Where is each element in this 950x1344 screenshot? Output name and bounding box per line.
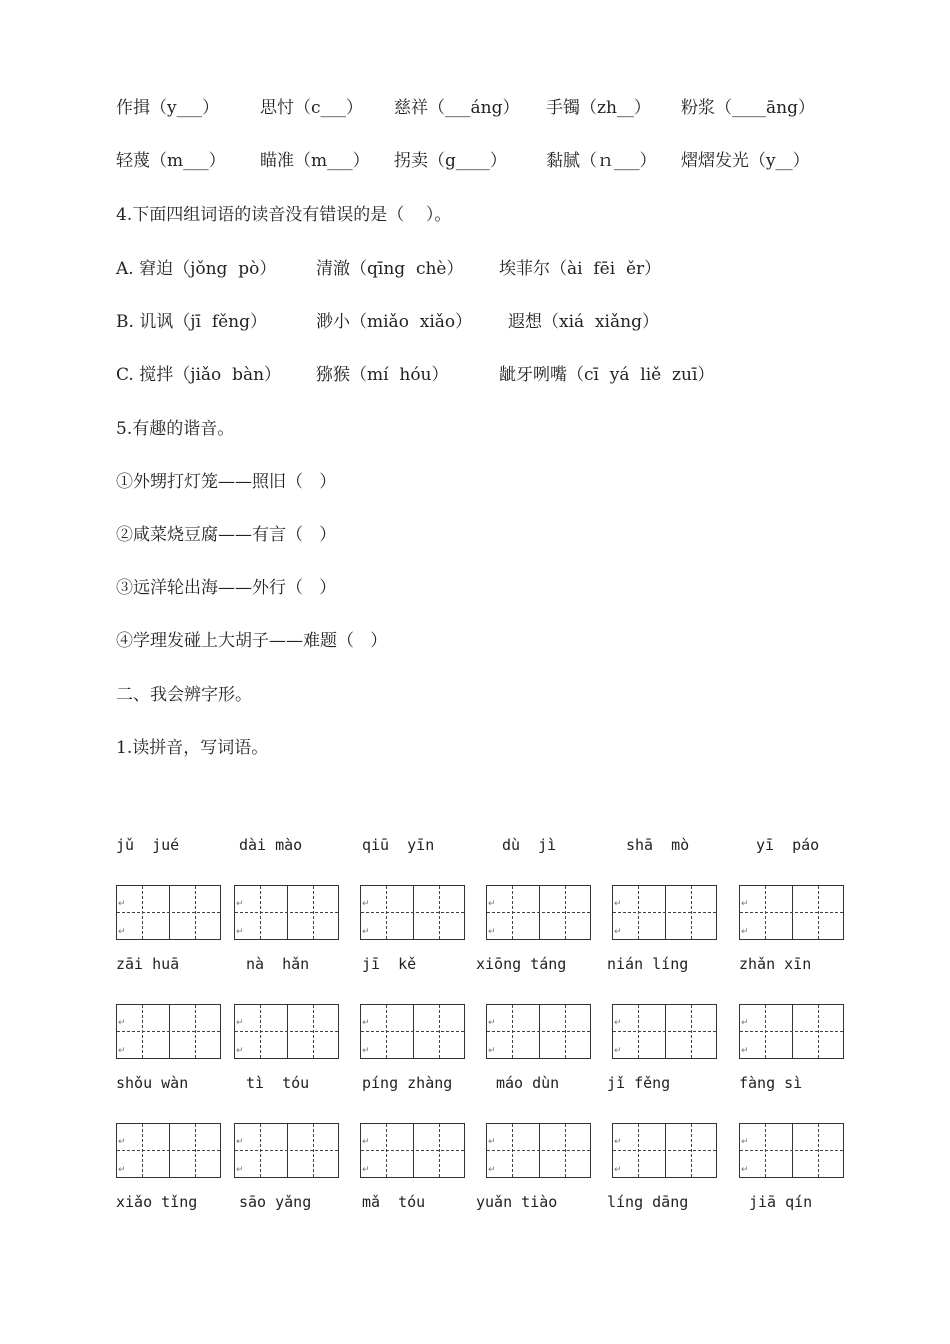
q4-option-b-word3: 遐想（xiá xiǎng） xyxy=(508,312,659,332)
return-mark: ↵ xyxy=(614,899,622,909)
grid-guide-line xyxy=(235,1031,338,1032)
pinyin-label: zhǎn xīn xyxy=(739,955,812,973)
return-mark: ↵ xyxy=(236,1165,244,1175)
q3-item: 黏腻（ｎ___） xyxy=(546,151,657,171)
grid-guide-line xyxy=(487,1150,590,1151)
q4-option-c-word2: 猕猴（mí hóu） xyxy=(316,365,449,385)
pinyin-label: shā mò xyxy=(626,836,690,854)
return-mark: ↵ xyxy=(236,1018,244,1028)
pinyin-label: máo dùn xyxy=(496,1074,560,1092)
return-mark: ↵ xyxy=(118,1165,126,1175)
q4-option-a-word1: A. 窘迫（jǒng pò） xyxy=(116,259,277,279)
grid-guide-line xyxy=(235,912,338,913)
pinyin-label: jǐ fěng xyxy=(607,1074,671,1092)
writing-grid[interactable] xyxy=(612,885,717,940)
q4-option-b-word1: B. 讥讽（jī fěng） xyxy=(116,312,267,332)
return-mark: ↵ xyxy=(488,1046,496,1056)
q3-item: 拐卖（g____） xyxy=(394,151,507,171)
return-mark: ↵ xyxy=(488,899,496,909)
q3-item: 思忖（c___） xyxy=(260,98,364,118)
q4-option-c-word3: 龇牙咧嘴（cī yá liě zuī） xyxy=(499,365,715,385)
q3-item: 手镯（zh__） xyxy=(546,98,651,118)
pinyin-label: píng zhàng xyxy=(362,1074,453,1092)
return-mark: ↵ xyxy=(741,1018,749,1028)
q4-option-a-word2: 清澈（qīng chè） xyxy=(316,259,464,279)
grid-guide-line xyxy=(740,1150,843,1151)
return-mark: ↵ xyxy=(488,1165,496,1175)
writing-grid[interactable] xyxy=(116,1004,221,1059)
return-mark: ↵ xyxy=(236,1137,244,1147)
grid-guide-line xyxy=(361,1150,464,1151)
return-mark: ↵ xyxy=(362,1137,370,1147)
return-mark: ↵ xyxy=(362,1046,370,1056)
pinyin-label: líng dāng xyxy=(607,1193,689,1211)
return-mark: ↵ xyxy=(236,1046,244,1056)
q4-option-c-word1: C. 搅拌（jiǎo bàn） xyxy=(116,365,282,385)
grid-guide-line xyxy=(613,912,716,913)
writing-grid[interactable] xyxy=(234,1004,339,1059)
pinyin-label: dài mào xyxy=(239,836,303,854)
pinyin-label: sāo yǎng xyxy=(239,1193,312,1211)
return-mark: ↵ xyxy=(362,1018,370,1028)
q4-option-b-word2: 渺小（miǎo xiǎo） xyxy=(316,312,473,332)
return-mark: ↵ xyxy=(741,1046,749,1056)
grid-guide-line xyxy=(117,1150,220,1151)
grid-guide-line xyxy=(361,1031,464,1032)
q3-item: 熠熠发光（y__） xyxy=(681,151,810,171)
return-mark: ↵ xyxy=(741,927,749,937)
return-mark: ↵ xyxy=(236,927,244,937)
return-mark: ↵ xyxy=(236,899,244,909)
return-mark: ↵ xyxy=(614,927,622,937)
grid-guide-line xyxy=(487,1031,590,1032)
writing-grid[interactable] xyxy=(486,885,591,940)
pinyin-label: yuǎn tiào xyxy=(476,1193,558,1211)
writing-grid[interactable] xyxy=(739,1123,844,1178)
pinyin-label: yī páo xyxy=(756,836,820,854)
writing-grid[interactable] xyxy=(116,885,221,940)
pinyin-label: mǎ tóu xyxy=(362,1193,426,1211)
return-mark: ↵ xyxy=(614,1018,622,1028)
return-mark: ↵ xyxy=(362,927,370,937)
pinyin-label: zāi huā xyxy=(116,955,180,973)
return-mark: ↵ xyxy=(118,927,126,937)
writing-grid[interactable] xyxy=(486,1004,591,1059)
return-mark: ↵ xyxy=(488,1137,496,1147)
q3-item: 作揖（y___） xyxy=(116,98,220,118)
grid-guide-line xyxy=(740,912,843,913)
q5-title: 5.有趣的谐音。 xyxy=(116,419,235,439)
return-mark: ↵ xyxy=(118,899,126,909)
return-mark: ↵ xyxy=(614,1046,622,1056)
writing-grid[interactable] xyxy=(612,1004,717,1059)
writing-grid[interactable] xyxy=(360,1123,465,1178)
q3-item: 瞄准（m___） xyxy=(260,151,370,171)
writing-grid[interactable] xyxy=(234,885,339,940)
return-mark: ↵ xyxy=(741,899,749,909)
q3-item: 轻蔑（m___） xyxy=(116,151,226,171)
writing-grid[interactable] xyxy=(486,1123,591,1178)
grid-guide-line xyxy=(235,1150,338,1151)
return-mark: ↵ xyxy=(118,1018,126,1028)
writing-grid[interactable] xyxy=(116,1123,221,1178)
q5-item: ①外甥打灯笼——照旧（ ） xyxy=(116,472,337,492)
return-mark: ↵ xyxy=(614,1165,622,1175)
pinyin-label: jǔ jué xyxy=(116,836,180,854)
grid-guide-line xyxy=(487,912,590,913)
grid-guide-line xyxy=(361,912,464,913)
return-mark: ↵ xyxy=(362,1165,370,1175)
q5-item: ②咸菜烧豆腐——有言（ ） xyxy=(116,525,337,545)
writing-grid[interactable] xyxy=(360,1004,465,1059)
pinyin-label: xiōng táng xyxy=(476,955,567,973)
section2-title: 二、我会辨字形。 xyxy=(116,685,252,705)
pinyin-label: xiǎo tǐng xyxy=(116,1193,198,1211)
grid-guide-line xyxy=(613,1031,716,1032)
section2-q1-title: 1.读拼音，写词语。 xyxy=(116,738,269,758)
writing-grid[interactable] xyxy=(739,885,844,940)
pinyin-label: dù jì xyxy=(502,836,557,854)
grid-guide-line xyxy=(117,1031,220,1032)
return-mark: ↵ xyxy=(488,927,496,937)
writing-grid[interactable] xyxy=(612,1123,717,1178)
q3-item: 慈祥（___áng） xyxy=(394,98,520,118)
pinyin-label: shǒu wàn xyxy=(116,1074,189,1092)
pinyin-label: nián líng xyxy=(607,955,689,973)
grid-guide-line xyxy=(117,912,220,913)
q4-option-a-word3: 埃菲尔（ài fēi ěr） xyxy=(499,259,662,279)
writing-grid[interactable] xyxy=(360,885,465,940)
return-mark: ↵ xyxy=(118,1046,126,1056)
pinyin-label: jiā qín xyxy=(749,1193,813,1211)
pinyin-label: nà hǎn xyxy=(246,955,310,973)
pinyin-label: tì tóu xyxy=(246,1074,310,1092)
q4-question: 4.下面四组词语的读音没有错误的是（ ）。 xyxy=(116,205,452,225)
return-mark: ↵ xyxy=(118,1137,126,1147)
grid-guide-line xyxy=(613,1150,716,1151)
q5-item: ④学理发碰上大胡子——难题（ ） xyxy=(116,631,388,651)
return-mark: ↵ xyxy=(614,1137,622,1147)
pinyin-label: jī kě xyxy=(362,955,417,973)
q5-item: ③远洋轮出海——外行（ ） xyxy=(116,578,337,598)
q3-item: 粉浆（____āng） xyxy=(681,98,815,118)
pinyin-label: fàng sì xyxy=(739,1074,803,1092)
return-mark: ↵ xyxy=(488,1018,496,1028)
pinyin-label: qiū yīn xyxy=(362,836,435,854)
grid-guide-line xyxy=(740,1031,843,1032)
writing-grid[interactable] xyxy=(739,1004,844,1059)
return-mark: ↵ xyxy=(741,1165,749,1175)
writing-grid[interactable] xyxy=(234,1123,339,1178)
return-mark: ↵ xyxy=(362,899,370,909)
return-mark: ↵ xyxy=(741,1137,749,1147)
